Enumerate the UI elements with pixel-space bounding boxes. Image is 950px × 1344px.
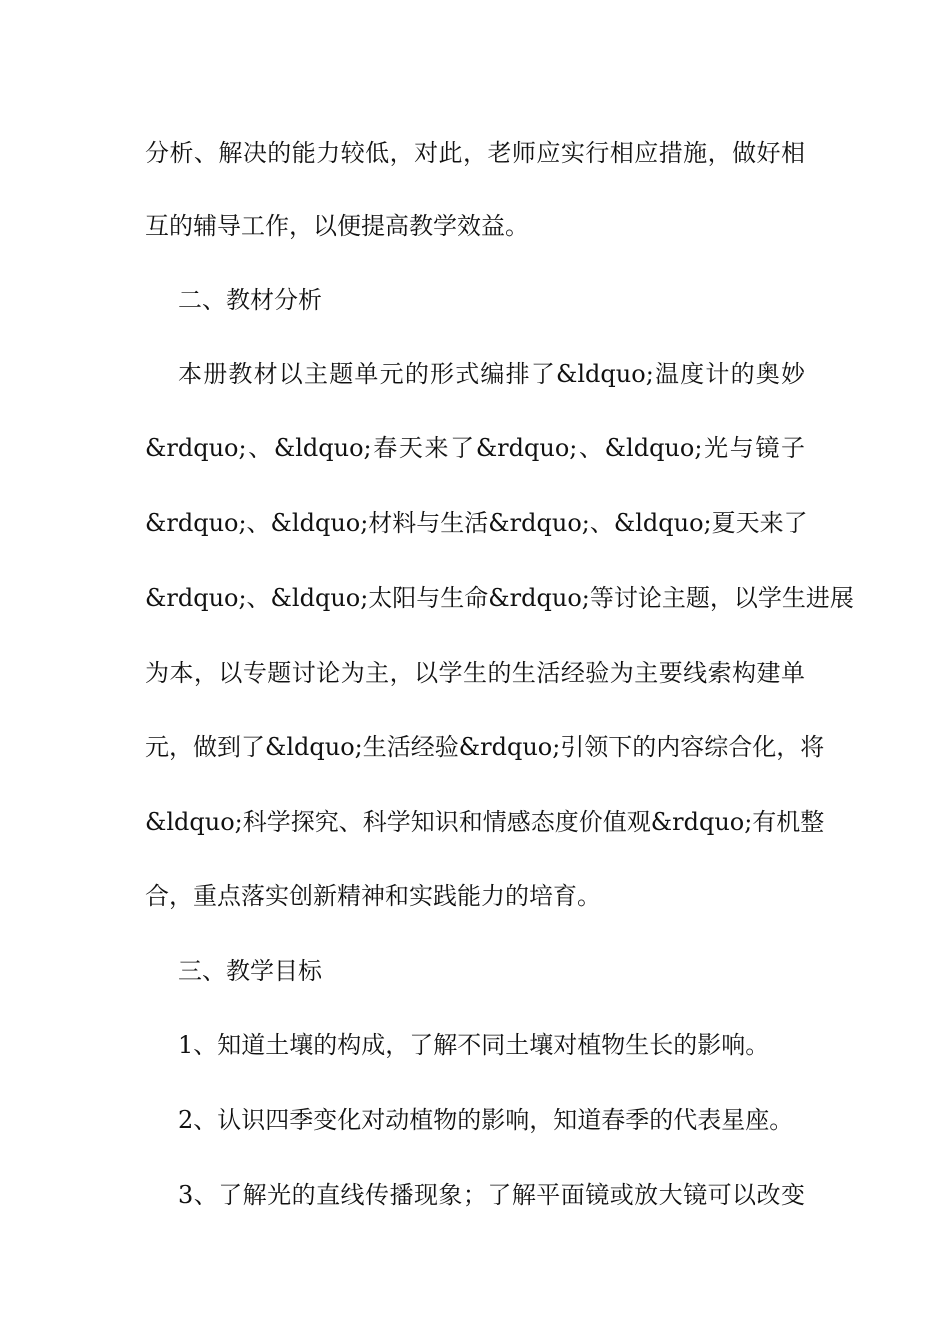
- paragraph-line-2: 互的辅导工作，以便提高教学效益。: [145, 212, 529, 240]
- paragraph-line-4: &rdquo;、&ldquo;春天来了&rdquo;、&ldquo;光与镜子: [145, 434, 805, 462]
- paragraph-line-3: 本册教材以主题单元的形式编排了&ldquo;温度计的奥妙: [178, 360, 805, 388]
- paragraph-line-9: &ldquo;科学探究、科学知识和情感态度价值观&rdquo;有机整: [145, 808, 825, 836]
- paragraph-line-5: &rdquo;、&ldquo;材料与生活&rdquo;、&ldquo;夏天来了: [145, 509, 808, 537]
- goal-item-3: 3、了解光的直线传播现象；了解平面镜或放大镜可以改变: [178, 1181, 805, 1209]
- paragraph-line-10: 合，重点落实创新精神和实践能力的培育。: [145, 882, 601, 910]
- goal-item-2: 2、认识四季变化对动植物的影响，知道春季的代表星座。: [178, 1106, 794, 1134]
- section-heading-materials: 二、教材分析: [178, 286, 322, 314]
- paragraph-line-7: 为本，以专题讨论为主，以学生的生活经验为主要线索构建单: [145, 659, 805, 687]
- section-heading-goals: 三、教学目标: [178, 957, 322, 985]
- paragraph-line-8: 元，做到了&ldquo;生活经验&rdquo;引领下的内容综合化，将: [145, 733, 825, 761]
- paragraph-line-6: &rdquo;、&ldquo;太阳与生命&rdquo;等讨论主题，以学生进展: [145, 584, 854, 612]
- goal-item-1: 1、知道土壤的构成，了解不同土壤对植物生长的影响。: [178, 1031, 770, 1059]
- paragraph-line-1: 分析、解决的能力较低，对此，老师应实行相应措施，做好相: [145, 139, 805, 167]
